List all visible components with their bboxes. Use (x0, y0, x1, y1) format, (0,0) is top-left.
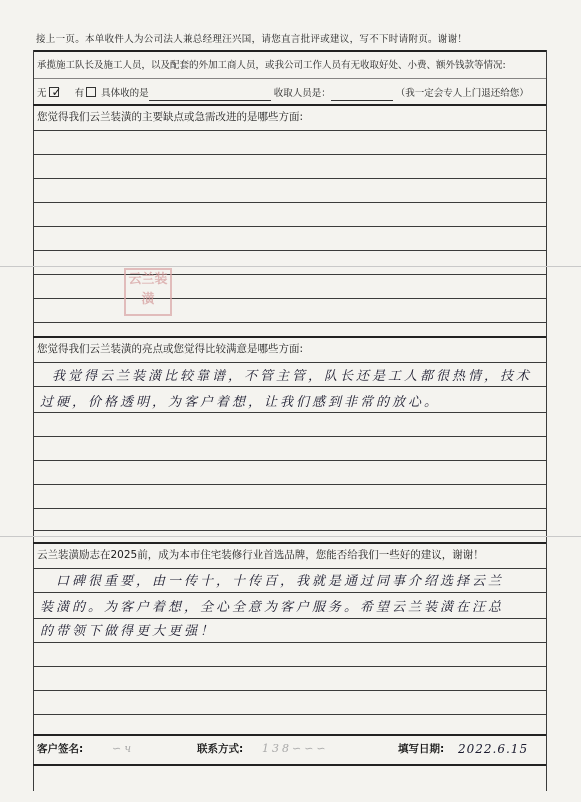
check-mark-icon: ✓ (51, 85, 62, 99)
writing-line (33, 412, 546, 413)
date-label: 填写日期: (398, 743, 445, 755)
answer4-line3: 的带领下做得更大更强！ (40, 624, 217, 639)
writing-line (33, 386, 546, 387)
form-left-border (33, 50, 34, 791)
answer4-line2: 装潢的。为客户着想，全心全意为客户服务。希望云兰装潢在汪总 (40, 600, 505, 615)
writing-line (33, 666, 546, 667)
writing-line (33, 530, 546, 531)
writing-line (33, 202, 546, 203)
option-you-label: 有 (74, 88, 85, 99)
writing-line (33, 154, 546, 155)
writing-line (33, 508, 546, 509)
form-top-border (33, 50, 546, 52)
writing-line (33, 484, 546, 485)
question1-text: 承揽施工队长及施工人员，以及配套的外加工商人员，或我公司工作人员有无收取好处、小费、额外钱款等情况: (37, 60, 506, 71)
writing-line (33, 178, 546, 179)
faded-stamp: 云兰装潢 (124, 268, 172, 316)
footer-bottom-border (33, 764, 546, 766)
contact-label: 联系方式: (197, 743, 244, 755)
collector-blank[interactable] (331, 89, 393, 101)
signature-scribble: ∽ч (112, 742, 135, 755)
writing-line (33, 250, 546, 251)
writing-line (33, 568, 546, 569)
writing-line (33, 322, 546, 323)
question3-text: 您觉得我们云兰装潢的亮点或您觉得比较满意是哪些方面: (37, 343, 304, 355)
form-right-border (546, 50, 547, 791)
writing-line (33, 226, 546, 227)
writing-line (33, 642, 546, 643)
question1-options (37, 85, 529, 101)
paper-fold-line (0, 536, 581, 537)
writing-line (33, 274, 546, 275)
signature-label: 客户签名: (37, 743, 84, 755)
writing-line (33, 460, 546, 461)
writing-line (33, 592, 546, 593)
writing-line (33, 362, 546, 363)
paper-fold-line (0, 266, 581, 267)
collector-label: 收取人员是： (273, 88, 331, 99)
question4-text: 云兰装潢励志在2025前，成为本市住宅装修行业首选品牌，您能否给我们一些好的建议，谢谢！ (37, 549, 484, 561)
writing-line (33, 436, 546, 437)
answer4-line1: 口碑很重要，由一传十，十传百，我就是通过同事介绍选择云兰 (56, 574, 505, 589)
writing-line (33, 298, 546, 299)
answer3-line1: 我觉得云兰装潢比较靠谱，不管主管，队长还是工人都很热情，技术 (52, 369, 533, 384)
writing-line (33, 690, 546, 691)
writing-line (33, 130, 546, 131)
section4-bottom-border (33, 734, 546, 736)
recipient-blank[interactable] (149, 89, 271, 101)
writing-line (33, 618, 546, 619)
contact-scribble: 138∽∽∽ (262, 742, 329, 755)
header-note: 接上一页。本单收件人为公司法人兼总经理汪兴国，请您直言批评或建议，写不下时请附页。谢谢！ (36, 34, 468, 45)
date-value: 2022.6.15 (458, 742, 529, 756)
recipient-label: 具体收的是 (101, 88, 149, 99)
question1-divider (33, 78, 546, 79)
question2-text: 您觉得我们云兰装潢的主要缺点或急需改进的是哪些方面: (37, 111, 304, 123)
option-wu-label: 无 (37, 88, 47, 99)
section3-bottom-border (33, 542, 546, 544)
section2-bottom-border (33, 336, 546, 338)
option-you-checkbox[interactable] (86, 87, 96, 97)
answer3-line2: 过硬，价格透明，为客户着想，让我们感到非常的放心。 (40, 395, 441, 410)
section1-bottom-border (33, 104, 546, 106)
writing-line (33, 714, 546, 715)
return-note: （我一定会专人上门退还给您） (395, 88, 529, 99)
